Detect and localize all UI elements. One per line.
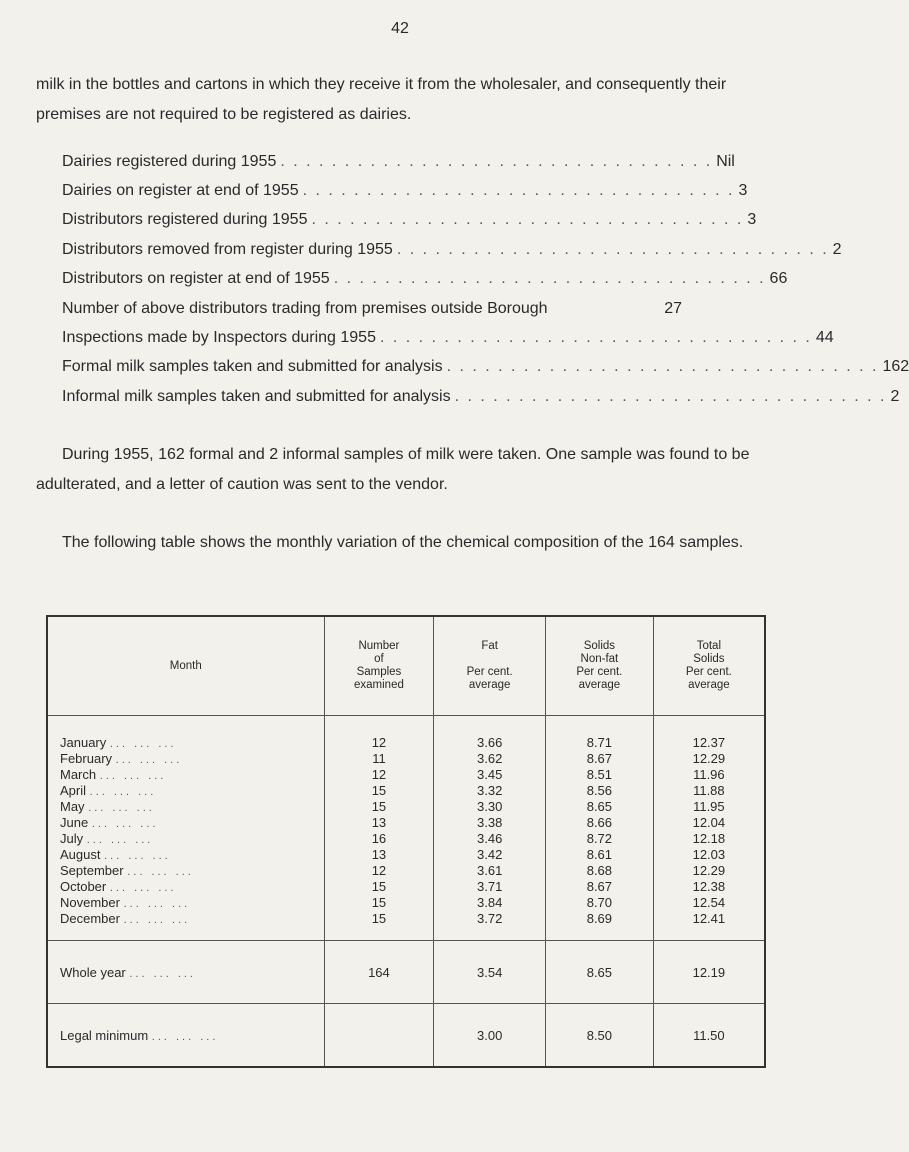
stat-label: Distributors registered during 1955	[62, 211, 308, 229]
month-cell: January ... ... ...	[60, 734, 177, 750]
total-cell: 12.19	[653, 941, 765, 1004]
snf-cell: 8.67	[546, 878, 654, 894]
leader-dots: ... ... ...	[109, 881, 177, 894]
total-cell: 12.54	[653, 894, 765, 910]
table-intro-paragraph: The following table shows the monthly variation of the chemical composition of the 164 samples.	[62, 534, 744, 551]
leader-dots: . . . . . . . . . . . . . . . . . . . . . . . . . . . . . . . . . .	[379, 329, 812, 347]
fat-cell: 3.46	[434, 830, 546, 846]
fat-cell: 3.72	[434, 910, 546, 941]
table-row	[47, 878, 765, 894]
snf-cell: 8.56	[546, 782, 654, 798]
stat-row	[62, 294, 682, 323]
leader-dots: . . . . . . . . . . . . . . . . . . . . . . . . . . . . . . . . . .	[396, 240, 829, 258]
stat-value: 2	[832, 240, 842, 258]
fat-cell: 3.38	[434, 814, 546, 830]
fat-cell: 3.62	[434, 750, 546, 766]
snf-cell: 8.69	[546, 910, 654, 941]
stat-value: 2	[890, 387, 900, 405]
leader-dots: . . . . . . . . . . . . . . . . . . . . . . . . . . . . . . . . . .	[311, 211, 744, 229]
header-total-solids: Total Solids Per cent. average	[653, 616, 765, 716]
total-cell: 12.38	[653, 878, 765, 894]
total-cell: 12.03	[653, 846, 765, 862]
snf-cell: 8.61	[546, 846, 654, 862]
total-cell: 12.37	[653, 716, 765, 751]
whole-year-row	[47, 941, 765, 1004]
fat-cell: 3.66	[434, 716, 546, 751]
month-cell: July ... ... ...	[60, 830, 154, 846]
page-number: 42	[391, 20, 409, 37]
snf-cell: 8.72	[546, 830, 654, 846]
table-row	[47, 910, 765, 941]
legal-minimum-row	[47, 1004, 765, 1068]
stat-row	[62, 382, 900, 411]
leader-dots: ... ... ...	[123, 897, 191, 910]
leader-dots: ... ... ...	[91, 817, 159, 830]
fat-cell: 3.00	[434, 1004, 546, 1068]
samples-cell: 15	[324, 894, 434, 910]
total-cell: 12.04	[653, 814, 765, 830]
samples-cell: 15	[324, 798, 434, 814]
leader-dots: . . . . . . . . . . . . . . . . . . . . . . . . . . . . . . . . . .	[280, 152, 713, 170]
row-label: Legal minimum ... ... ...	[47, 1004, 324, 1068]
leader-dots: . . . . . . . . . . . . . . . . . . . . . . . . . . . . . . . . . .	[302, 182, 735, 200]
stat-row	[62, 235, 842, 264]
stat-row	[62, 176, 748, 205]
month-cell: December ... ... ...	[60, 910, 191, 926]
stat-value: Nil	[716, 152, 735, 170]
table-row	[47, 846, 765, 862]
fat-cell: 3.45	[434, 766, 546, 782]
stat-label: Number of above distributors trading from premises outside Borough	[62, 299, 548, 317]
month-cell: October ... ... ...	[60, 878, 177, 894]
leader-dots: . . . . . . . . . . . . . . . . . . . . . . . . . . . . . . . . . .	[454, 387, 887, 405]
fat-cell: 3.30	[434, 798, 546, 814]
stat-row	[62, 323, 834, 352]
stat-label: Dairies registered during 1955	[62, 152, 277, 170]
total-cell: 12.18	[653, 830, 765, 846]
table-row	[47, 894, 765, 910]
snf-cell: 8.65	[546, 798, 654, 814]
total-cell: 11.50	[653, 1004, 765, 1068]
stat-label: Distributors on register at end of 1955	[62, 270, 330, 288]
table-row	[47, 716, 765, 751]
leader-dots: . . . . . . . . . . . . . . . . . . . . . . . . . . . . . . . . . .	[446, 358, 879, 376]
intro-paragraph: milk in the bottles and cartons in which they receive it from the wholesaler, and consequently their premises are not required to be registered as dairies.	[36, 76, 727, 123]
table-header-row	[47, 616, 765, 716]
leader-dots: ... ... ...	[109, 737, 177, 750]
samples-cell: 12	[324, 862, 434, 878]
snf-cell: 8.66	[546, 814, 654, 830]
table-row	[47, 766, 765, 782]
snf-cell: 8.67	[546, 750, 654, 766]
table-row	[47, 862, 765, 878]
table-row	[47, 750, 765, 766]
stat-row	[62, 147, 735, 176]
stat-row	[62, 353, 909, 382]
samples-cell: 16	[324, 830, 434, 846]
header-number: Number of Samples examined	[324, 616, 434, 716]
month-cell: May ... ... ...	[60, 798, 155, 814]
total-cell: 12.29	[653, 750, 765, 766]
total-cell: 12.29	[653, 862, 765, 878]
samples-cell: 15	[324, 910, 434, 941]
total-cell: 11.96	[653, 766, 765, 782]
table-row	[47, 814, 765, 830]
month-cell: April ... ... ...	[60, 782, 157, 798]
leader-dots: . . . . . . . . . . . . . . . . . . . . . . . . . . . . . . . . . .	[333, 270, 766, 288]
fat-cell: 3.32	[434, 782, 546, 798]
leader-dots: ... ... ...	[104, 849, 171, 862]
stat-value: 44	[815, 329, 834, 347]
leader-dots: ... ... ...	[115, 753, 183, 766]
statistics-list	[62, 147, 909, 412]
samples-cell: 12	[324, 766, 434, 782]
milk-composition-table	[46, 615, 766, 1068]
samples-cell: 12	[324, 716, 434, 751]
total-cell: 12.41	[653, 910, 765, 941]
leader-dots: ... ... ...	[151, 1030, 219, 1043]
fat-cell: 3.61	[434, 862, 546, 878]
leader-dots: ... ... ...	[86, 833, 154, 846]
snf-cell: 8.71	[546, 716, 654, 751]
leader-dots: ... ... ...	[129, 967, 196, 980]
fat-cell: 3.42	[434, 846, 546, 862]
stat-label: Distributors removed from register during 1955	[62, 240, 393, 258]
snf-cell: 8.51	[546, 766, 654, 782]
samples-cell	[324, 1004, 434, 1068]
stat-row	[62, 265, 788, 294]
snf-cell: 8.70	[546, 894, 654, 910]
total-cell: 11.95	[653, 798, 765, 814]
stat-value: 162	[882, 358, 909, 376]
month-cell: June ... ... ...	[60, 814, 159, 830]
samples-cell: 164	[324, 941, 434, 1004]
total-cell: 11.88	[653, 782, 765, 798]
samples-cell: 15	[324, 782, 434, 798]
fat-cell: 3.71	[434, 878, 546, 894]
fat-cell: 3.84	[434, 894, 546, 910]
month-cell: September ... ... ...	[60, 862, 194, 878]
month-cell: August ... ... ...	[60, 846, 171, 862]
table-row	[47, 782, 765, 798]
month-cell: November ... ... ...	[60, 894, 191, 910]
table-row	[47, 830, 765, 846]
samples-cell: 13	[324, 846, 434, 862]
fat-cell: 3.54	[434, 941, 546, 1004]
month-cell: March ... ... ...	[60, 766, 167, 782]
stat-row	[62, 206, 757, 235]
leader-dots: ... ... ...	[89, 785, 157, 798]
leader-dots: ... ... ...	[99, 769, 167, 782]
stat-value: 66	[769, 270, 788, 288]
header-solids-non-fat: Solids Non-fat Per cent. average	[546, 616, 654, 716]
header-fat: Fat Per cent. average	[434, 616, 546, 716]
stat-label: Dairies on register at end of 1955	[62, 182, 299, 200]
stat-label: Informal milk samples taken and submitted for analysis	[62, 387, 451, 405]
samples-cell: 11	[324, 750, 434, 766]
snf-cell: 8.50	[546, 1004, 654, 1068]
table-row	[47, 798, 765, 814]
header-month: Month	[47, 616, 324, 716]
leader-dots: ... ... ...	[123, 913, 191, 926]
leader-dots: ... ... ...	[88, 801, 155, 814]
month-cell: February ... ... ...	[60, 750, 183, 766]
samples-cell: 15	[324, 878, 434, 894]
snf-cell: 8.68	[546, 862, 654, 878]
stat-value: 3	[738, 182, 748, 200]
snf-cell: 8.65	[546, 941, 654, 1004]
stat-value: 3	[747, 211, 757, 229]
adulteration-paragraph: During 1955, 162 formal and 2 informal samples of milk were taken. One sample was found to be adulterated, and a letter of caution was sent to the vendor.	[36, 446, 750, 493]
stat-value: 27	[664, 299, 682, 317]
row-label: Whole year ... ... ...	[47, 941, 324, 1004]
stat-label: Inspections made by Inspectors during 1955	[62, 329, 376, 347]
leader-dots: ... ... ...	[127, 865, 194, 878]
samples-cell: 13	[324, 814, 434, 830]
stat-label: Formal milk samples taken and submitted for analysis	[62, 358, 443, 376]
